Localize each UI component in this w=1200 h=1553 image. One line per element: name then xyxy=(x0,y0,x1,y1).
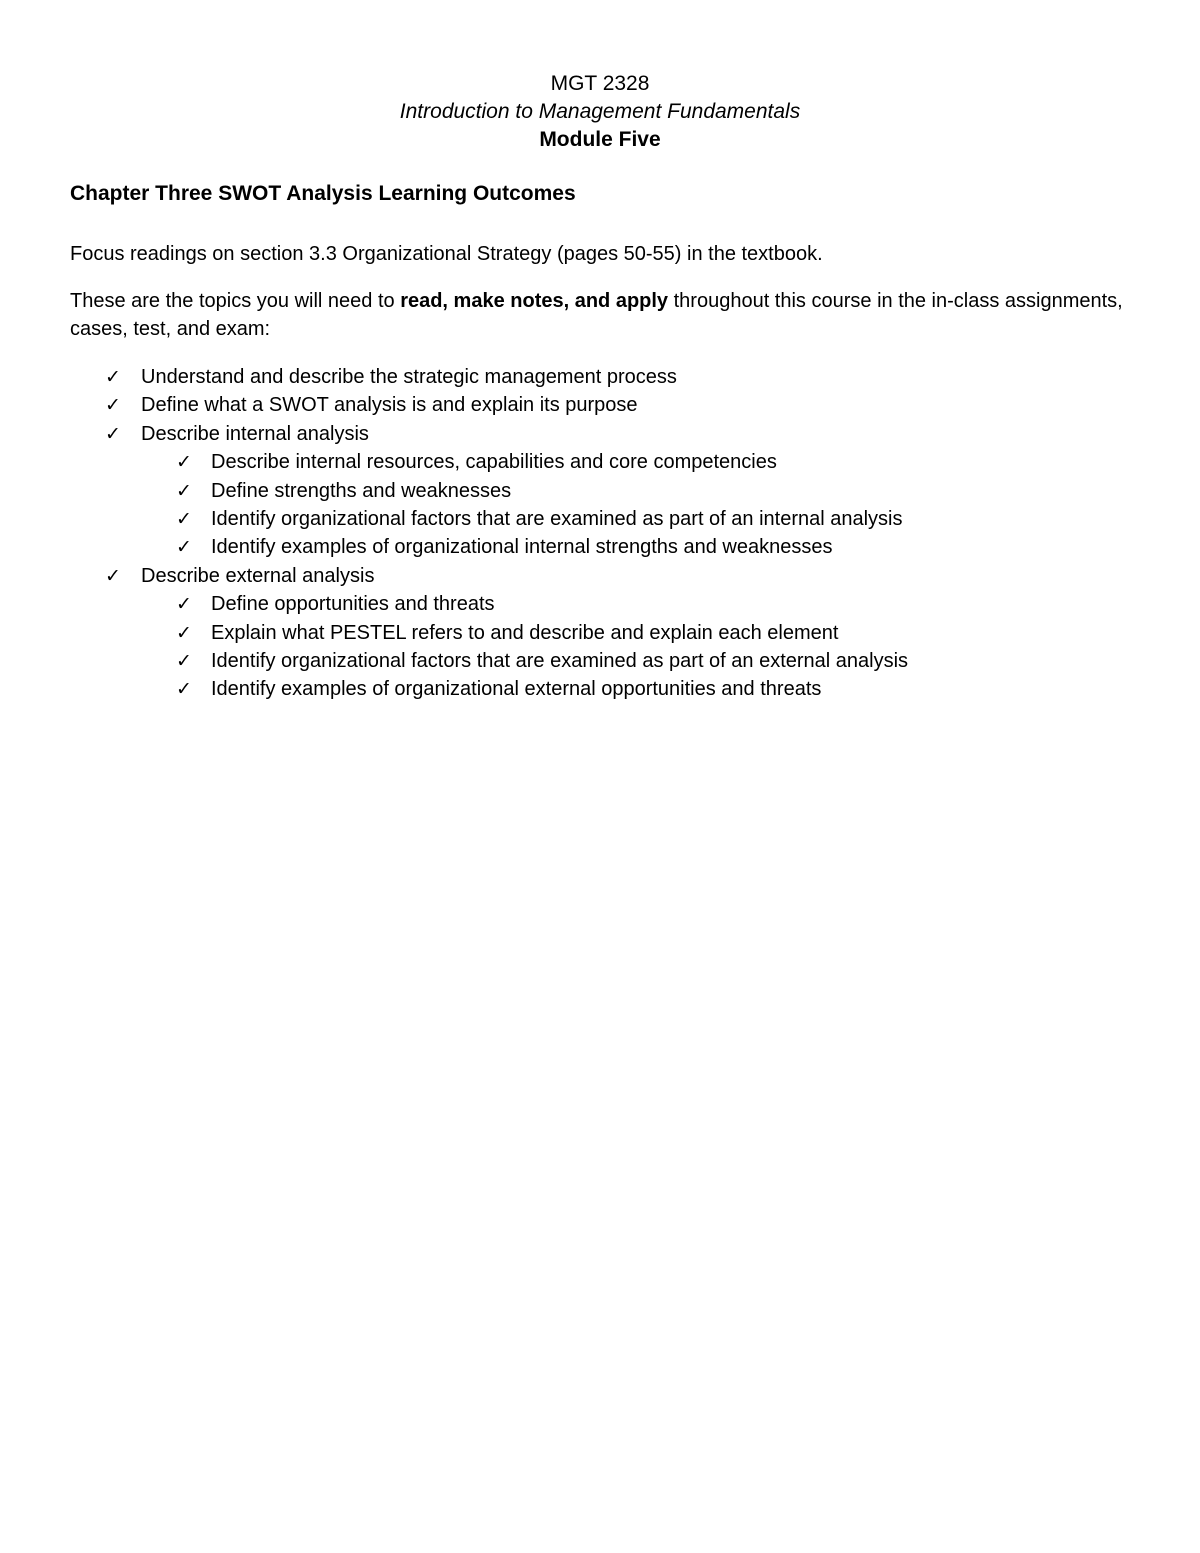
intro-text-before: These are the topics you will need to xyxy=(70,290,401,312)
focus-readings-text: Focus readings on section 3.3 Organizational Strategy (pages 50-55) in the textbook. xyxy=(70,243,823,265)
checkmark-icon: ✓ xyxy=(176,593,192,616)
outcome-text: Identify examples of organizational external opportunities and threats xyxy=(211,678,822,701)
intro-text-after: throughout this course in the in-class assignments, cases, test, and exam: xyxy=(70,290,1123,340)
outcome-text: Identify organizational factors that are examined as part of an external analysis xyxy=(211,649,909,672)
sub-outcome-item xyxy=(0,505,1200,533)
checkmark-icon: ✓ xyxy=(176,649,192,672)
module-title: Module Five xyxy=(539,128,661,151)
chapter-heading: Chapter Three SWOT Analysis Learning Outcomes xyxy=(70,182,576,205)
checkmark-icon: ✓ xyxy=(105,366,121,388)
checkmark-icon: ✓ xyxy=(176,479,192,502)
outcome-text: Define what a SWOT analysis is and explain its purpose xyxy=(141,394,638,417)
outcome-text: Describe internal resources, capabilities and core competencies xyxy=(211,451,777,474)
outcome-text: Define opportunities and threats xyxy=(211,593,495,616)
outcome-text: Describe external analysis xyxy=(141,564,375,587)
outcome-text: Identify examples of organizational internal strengths and weaknesses xyxy=(211,536,833,559)
outcome-text: Identify organizational factors that are examined as part of an internal analysis xyxy=(211,507,903,530)
course-title: Introduction to Management Fundamentals xyxy=(399,100,801,123)
course-code: MGT 2328 xyxy=(550,72,650,95)
intro-paragraph xyxy=(70,287,1130,343)
outcome-text: Understand and describe the strategic management process xyxy=(141,366,677,388)
checkmark-icon: ✓ xyxy=(176,536,192,559)
document-header xyxy=(0,70,1200,154)
sub-outcome-item xyxy=(0,590,1200,618)
checkmark-icon: ✓ xyxy=(176,621,192,644)
outcome-item xyxy=(0,562,1200,590)
outcome-item xyxy=(0,363,1200,391)
outcome-text: Define strengths and weaknesses xyxy=(211,479,512,502)
sub-outcome-item xyxy=(0,533,1200,561)
learning-outcomes-list xyxy=(0,363,1200,704)
checkmark-icon: ✓ xyxy=(105,564,121,587)
checkmark-icon: ✓ xyxy=(176,507,192,530)
outcome-text: Describe internal analysis xyxy=(141,422,369,445)
checkmark-icon: ✓ xyxy=(176,451,192,474)
sub-outcome-item xyxy=(0,448,1200,476)
outcome-item xyxy=(0,420,1200,448)
checkmark-icon: ✓ xyxy=(105,394,121,417)
outcome-item xyxy=(0,391,1200,419)
sub-outcome-item xyxy=(0,477,1200,505)
checkmark-icon: ✓ xyxy=(176,678,192,701)
sub-outcome-item xyxy=(0,675,1200,703)
outcome-text: Explain what PESTEL refers to and describe and explain each element xyxy=(211,621,839,644)
sub-outcome-item xyxy=(0,619,1200,647)
intro-text-emphasis: read, make notes, and apply xyxy=(400,290,669,312)
sub-outcome-item xyxy=(0,647,1200,675)
checkmark-icon: ✓ xyxy=(105,422,121,445)
